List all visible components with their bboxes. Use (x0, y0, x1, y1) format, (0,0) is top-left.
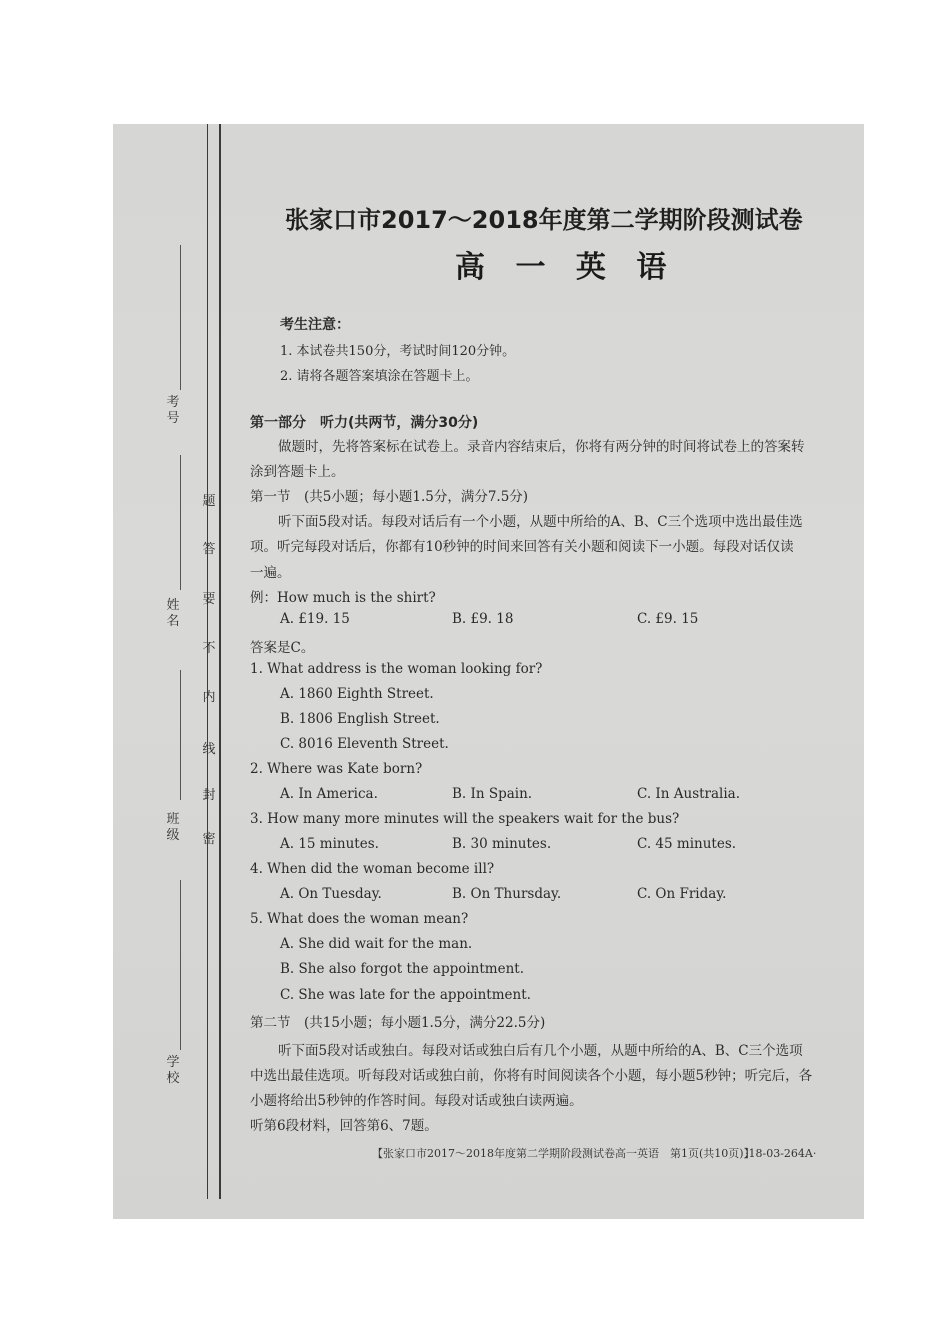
seal-char: 要 (202, 592, 216, 607)
xuexiao-underline (180, 880, 181, 1050)
seal-char: 答 (202, 542, 216, 557)
binding-line-inner (219, 124, 221, 1199)
kaohao-label: 考号 (166, 395, 180, 426)
question-option: C. On Friday. (637, 886, 727, 902)
binding-line-outer (207, 124, 208, 1199)
question-text: 4. When did the woman become ill? (250, 861, 495, 877)
seal-char: 题 (202, 494, 216, 509)
question-option: C. 45 minutes. (637, 836, 737, 852)
seal-char: 封 (202, 788, 216, 803)
question-option: C. In Australia. (637, 786, 741, 802)
example-option: B. £9. 18 (452, 611, 514, 627)
paper-code: ·18-03-264A· (745, 1147, 817, 1160)
part1-intro: 涂到答题卡上。 (250, 464, 345, 480)
question-text: 5. What does the woman mean? (250, 911, 469, 927)
kaohao-underline (180, 245, 181, 390)
notice-item: 2. 请将各题答案填涂在答题卡上。 (280, 369, 479, 384)
question-option: B. In Spain. (452, 786, 533, 802)
banji-label: 班级 (166, 812, 180, 843)
section2-heading: 第二节 (共15小题；每小题1.5分，满分22.5分) (250, 1015, 546, 1031)
exam-subject: 高 一 英 语 (455, 250, 677, 285)
notice-item: 1. 本试卷共150分，考试时间120分钟。 (280, 344, 516, 359)
question-text: 3. How many more minutes will the speakers wait for the bus? (250, 811, 680, 827)
question-option: A. She did wait for the man. (280, 936, 473, 952)
banji-underline (180, 670, 181, 800)
xuexiao-label: 学校 (166, 1055, 180, 1086)
exam-title: 张家口市2017～2018年度第二学期阶段测试卷 (285, 206, 803, 234)
part1-intro: 做题时，先将答案标在试卷上。录音内容结束后，你将有两分钟的时间将试卷上的答案转 (278, 439, 805, 455)
question-text: 1. What address is the woman looking for? (250, 661, 543, 677)
seal-char: 线 (202, 742, 216, 757)
question-option: B. 1806 English Street. (280, 711, 440, 727)
example-option: A. £19. 15 (280, 611, 350, 627)
section2-intro: 听下面5段对话或独白。每段对话或独白后有几个小题，从题中所给的A、B、C三个选项 (278, 1043, 803, 1059)
question-option: B. She also forgot the appointment. (280, 961, 525, 977)
example-answer: 答案是C。 (250, 640, 315, 656)
notice-heading: 考生注意： (280, 317, 350, 333)
example-question: 例：How much is the shirt? (250, 590, 436, 606)
question-option: A. 1860 Eighth Street. (280, 686, 434, 702)
xingming-underline (180, 455, 181, 590)
xingming-label: 姓名 (166, 598, 180, 629)
section2-intro: 小题将给出5秒钟的作答时间。每段对话或独白读两遍。 (250, 1093, 583, 1109)
question-option: C. 8016 Eleventh Street. (280, 736, 449, 752)
section1-intro: 听下面5段对话。每段对话后有一个小题，从题中所给的A、B、C三个选项中选出最佳选 (278, 514, 803, 530)
seal-char: 密 (202, 832, 216, 847)
question-option: A. On Tuesday. (280, 886, 382, 902)
question-option: A. In America. (280, 786, 378, 802)
seal-char: 内 (202, 690, 216, 705)
example-option: C. £9. 15 (637, 611, 699, 627)
question-option: B. On Thursday. (452, 886, 562, 902)
part1-heading: 第一部分 听力(共两节，满分30分) (250, 415, 479, 431)
section1-heading: 第一节 (共5小题；每小题1.5分，满分7.5分) (250, 489, 529, 505)
question-option: C. She was late for the appointment. (280, 987, 531, 1003)
section2-instruction: 听第6段材料，回答第6、7题。 (250, 1118, 438, 1134)
section1-intro: 项。听完每段对话后，你都有10秒钟的时间来回答有关小题和阅读下一小题。每段对话仅读 (250, 539, 794, 555)
section2-intro: 中选出最佳选项。听每段对话或独白前，你将有时间阅读各个小题，每小题5秒钟；听完后，各 (250, 1068, 813, 1084)
question-option: B. 30 minutes. (452, 836, 552, 852)
page-footer: 【张家口市2017～2018年度第二学期阶段测试卷高一英语 第1页(共10页)】 (372, 1147, 755, 1160)
question-text: 2. Where was Kate born? (250, 761, 423, 777)
question-option: A. 15 minutes. (280, 836, 379, 852)
seal-char: 不 (202, 641, 216, 656)
section1-intro: 一遍。 (250, 565, 291, 581)
